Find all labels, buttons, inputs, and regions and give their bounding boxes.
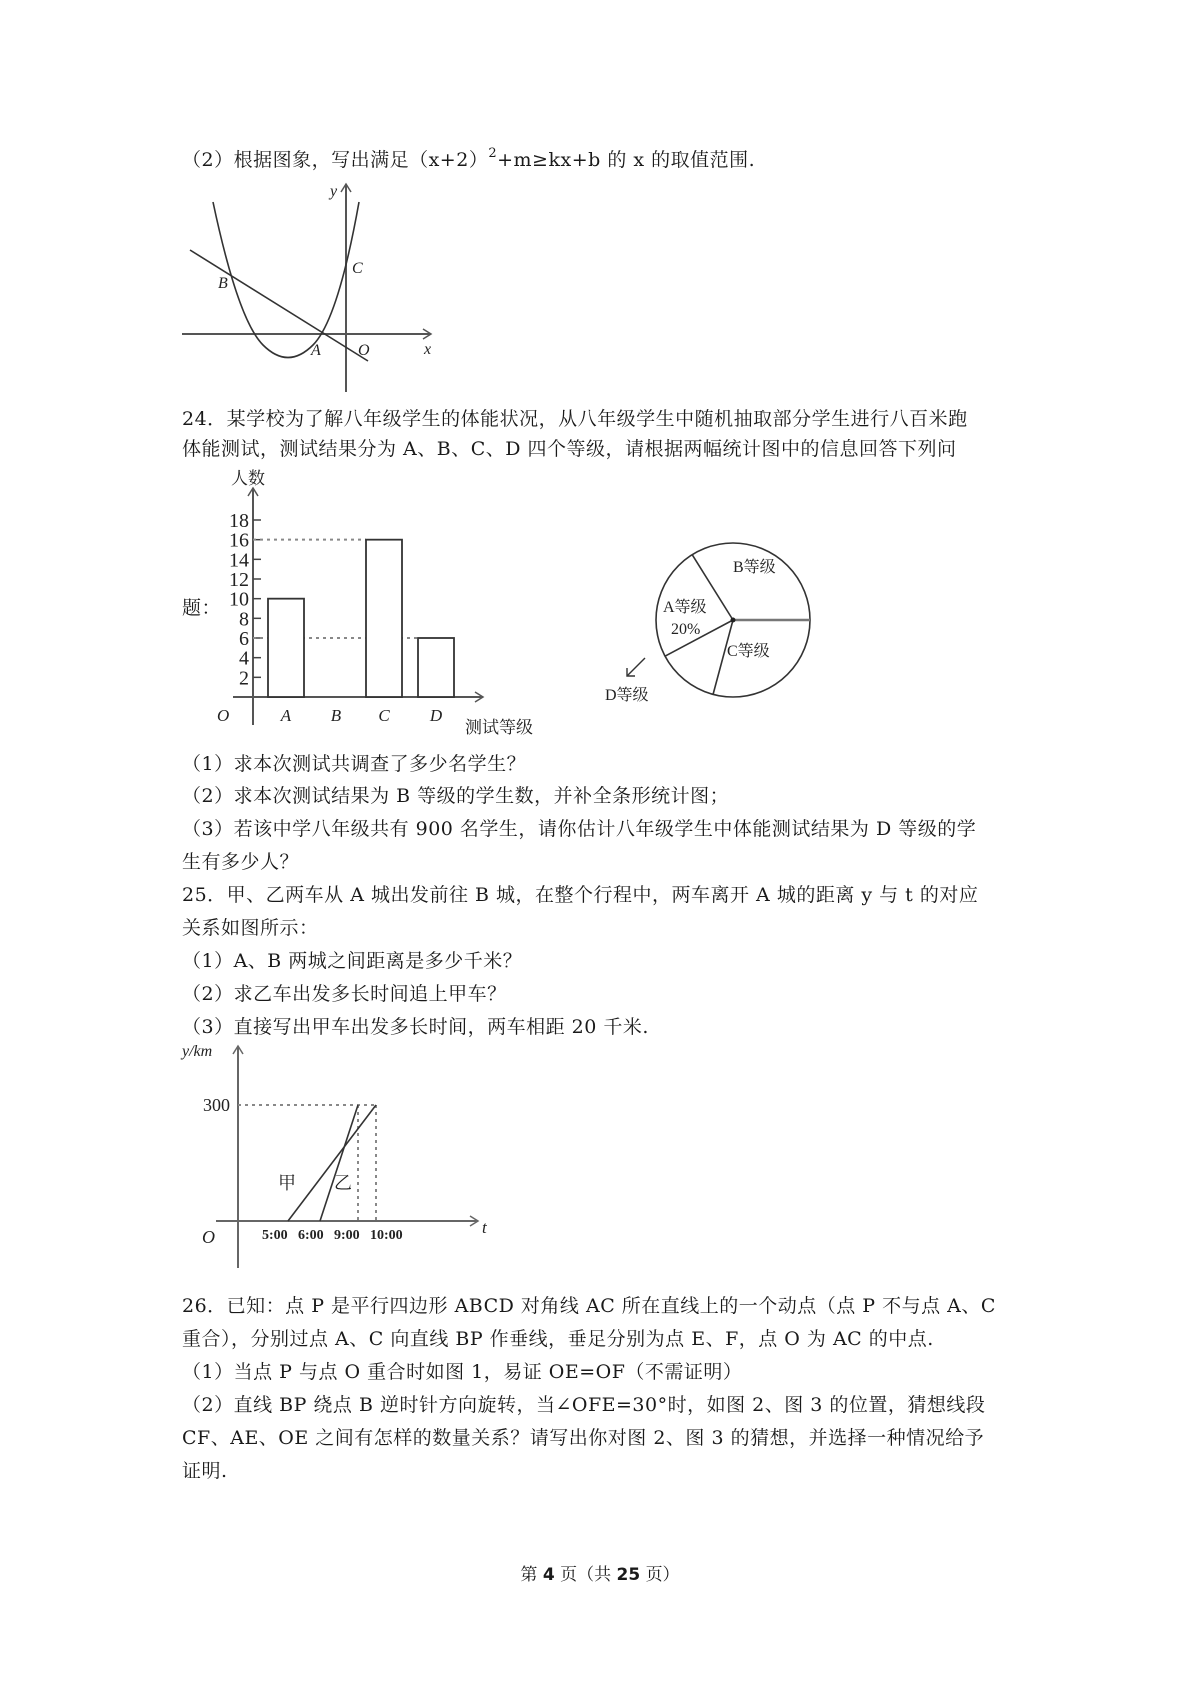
line-x-tick-label: 9:00	[334, 1228, 360, 1243]
q26-stem-line2: 重合），分别过点 A、C 向直线 BP 作垂线，垂足分别为点 E、F，点 O 为 AC 的中点.	[182, 1328, 934, 1350]
footer-total-pages: 25	[616, 1565, 641, 1585]
q23-graph	[180, 180, 440, 395]
pie-label-c: C等级	[727, 643, 770, 660]
q24-stem-line3: 题：	[182, 597, 222, 619]
q23-label-a: A	[311, 342, 321, 359]
q24-part1: （1）求本次测试共调查了多少名学生？	[182, 753, 527, 775]
q23-part2-sup: 2	[488, 146, 498, 161]
q26-part2-line1: （2）直线 BP 绕点 B 逆时针方向旋转，当∠OFE=30°时，如图 2、图 3 的位置，猜想线段	[182, 1394, 986, 1416]
q23-label-b: B	[218, 275, 228, 292]
q25-line-chart	[170, 1040, 510, 1280]
q26-part1: （1）当点 P 与点 O 重合时如图 1，易证 OE=OF（不需证明）	[182, 1361, 743, 1383]
q24-pie-chart	[605, 530, 840, 730]
q23-label-o: O	[358, 342, 370, 359]
line-series-jia	[288, 1105, 376, 1221]
footer-page-number: 4	[542, 1565, 555, 1585]
bar-origin-label: O	[217, 706, 230, 725]
line-y-label: y/km	[182, 1043, 213, 1060]
bar-y-tick-label: 4	[239, 647, 249, 670]
q26-part2-line3: 证明.	[182, 1460, 228, 1482]
q24-part3-line2: 生有多少人？	[182, 851, 300, 873]
bar-x-tick-label: C	[378, 706, 390, 725]
line-origin-label: O	[202, 1227, 215, 1247]
bar-y-label: 人数	[231, 469, 265, 488]
bar-x-tick-label: B	[330, 706, 342, 725]
footer-suffix: 页）	[645, 1565, 680, 1585]
q24-part2: （2）求本次测试结果为 B 等级的学生数，并补全条形统计图；	[182, 785, 730, 807]
q23-part2-prefix: （2）根据图象，写出满足（x+2）	[182, 149, 489, 171]
q25-part1: （1）A、B 两城之间距离是多少千米？	[182, 950, 523, 972]
line-series-label-jia: 甲	[278, 1173, 296, 1193]
bar-y-tick-label: 10	[229, 588, 249, 611]
q26-stem-line1: 26．已知：点 P 是平行四边形 ABCD 对角线 AC 所在直线上的一个动点（点 P 不与点 A、C	[182, 1295, 996, 1317]
bar-x-tick-label: A	[280, 706, 292, 725]
footer-middle: 页（共	[560, 1565, 612, 1585]
bar-y-tick-label: 18	[229, 510, 249, 532]
bar-y-tick-label: 8	[239, 608, 249, 631]
line-x-tick-label: 5:00	[262, 1228, 288, 1243]
pie-label-b: B等级	[733, 559, 776, 576]
line-y-tick-label: 300	[203, 1095, 230, 1115]
bar-y-tick-label: 14	[229, 549, 249, 572]
line-x-tick-label: 10:00	[370, 1228, 403, 1243]
q25-part2: （2）求乙车出发多长时间追上甲车？	[182, 983, 507, 1005]
q23-part2	[182, 148, 755, 172]
q25-part3: （3）直接写出甲车出发多长时间，两车相距 20 千米.	[182, 1016, 649, 1038]
bar-y-tick-label: 6	[239, 628, 249, 650]
q23-label-y: y	[330, 183, 338, 200]
pie-label-d: D等级	[605, 687, 649, 704]
bar-y-tick-label: 16	[229, 529, 249, 552]
line-series-yi	[320, 1105, 358, 1221]
q25-stem-line1: 25．甲、乙两车从 A 城出发前往 B 城，在整个行程中，两车离开 A 城的距离 y 与 t 的对应	[182, 884, 979, 906]
q23-label-c: C	[352, 260, 363, 277]
pie-center-dot	[731, 618, 736, 623]
line-x-label: t	[482, 1218, 487, 1237]
q23-part2-suffix: +m≥kx+b 的 x 的取值范围.	[497, 149, 756, 171]
bar-c	[366, 540, 402, 697]
page-footer	[0, 1560, 1200, 1585]
bar-x-tick-label: D	[429, 706, 443, 725]
bar-x-label: 测试等级	[465, 718, 533, 737]
bar-y-tick-label: 2	[239, 667, 249, 690]
line-series-label-yi: 乙	[334, 1173, 352, 1193]
pie-d-arrow	[627, 658, 645, 676]
line-x-tick-label: 6:00	[298, 1228, 324, 1243]
bar-y-tick-label: 12	[229, 569, 249, 591]
q23-line	[190, 250, 368, 361]
q23-label-x: x	[424, 341, 432, 358]
pie-label-a: A等级	[663, 599, 707, 616]
q26-part2-line2: CF、AE、OE 之间有怎样的数量关系？请写出你对图 2、图 3 的猜想，并选择一种情况给予	[182, 1427, 985, 1449]
footer-prefix: 第	[520, 1565, 538, 1585]
q25-stem-line2: 关系如图所示：	[182, 917, 319, 939]
bar-d	[418, 638, 454, 697]
q24-stem-line2: 体能测试，测试结果分为 A、B、C、D 四个等级，请根据两幅统计图中的信息回答下列问	[182, 438, 957, 460]
q24-bar-chart	[215, 470, 555, 740]
q24-part3-line1: （3）若该中学八年级共有 900 名学生，请你估计八年级学生中体能测试结果为 D 等级的学	[182, 818, 977, 840]
pie-label-a-percent: 20%	[671, 621, 701, 638]
bar-a	[268, 599, 304, 697]
q24-stem-line1: 24．某学校为了解八年级学生的体能状况，从八年级学生中随机抽取部分学生进行八百米跑	[182, 408, 968, 430]
